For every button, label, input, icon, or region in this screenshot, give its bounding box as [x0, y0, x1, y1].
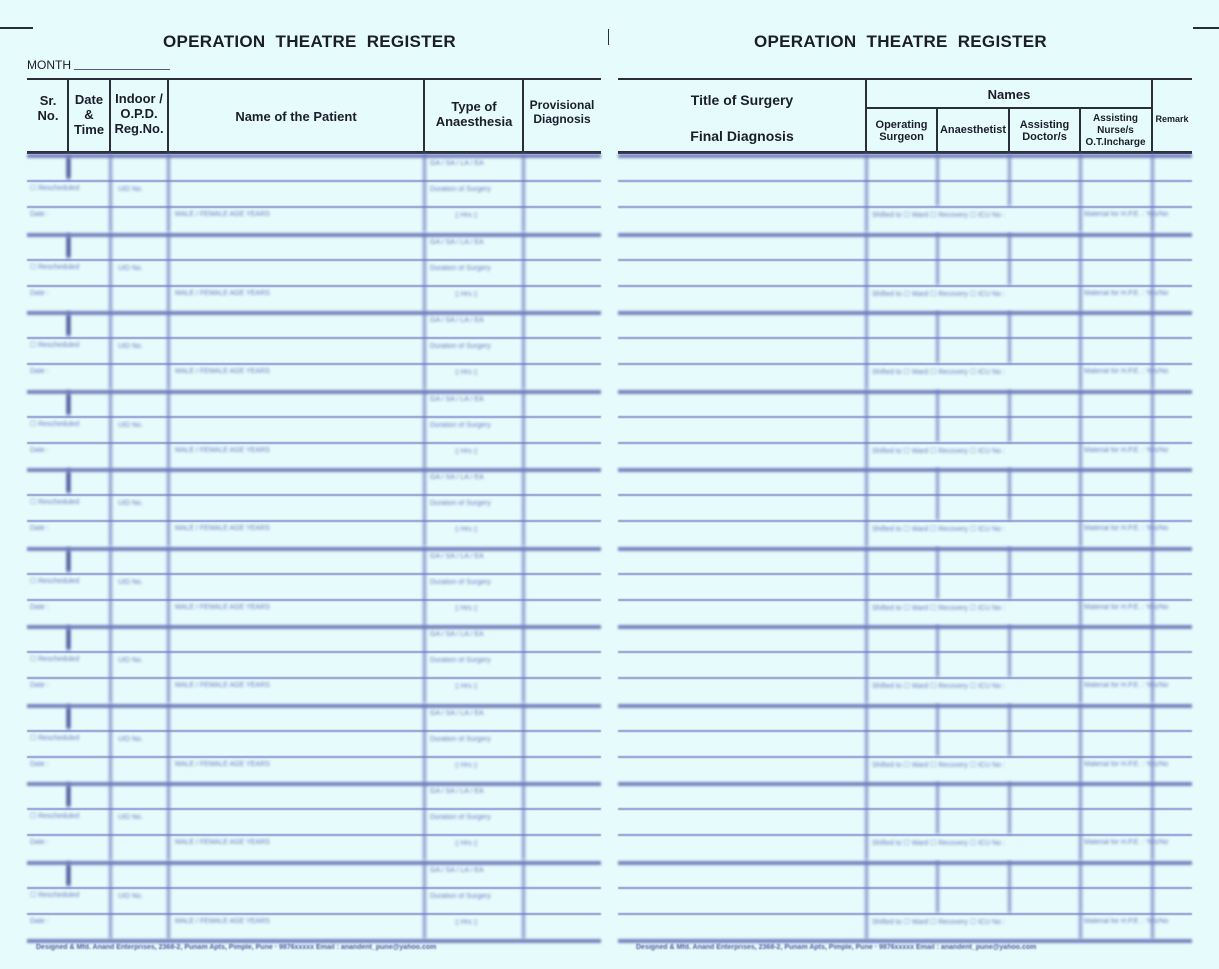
row-rule [618, 285, 1192, 287]
col-rule [1079, 677, 1082, 703]
rescheduled-checkbox-text: ☐ Rescheduled [30, 656, 80, 663]
col-rule [167, 233, 170, 311]
duration-boxes: ▯ Hrs ▯ [455, 840, 478, 847]
duration-boxes: ▯ Hrs ▯ [455, 290, 478, 298]
col-rule [936, 233, 939, 285]
material-hpe-text: Material for H.P.E. : Yes/No [1084, 289, 1169, 297]
col-rule [1079, 834, 1082, 860]
row-rule [618, 939, 1192, 943]
col-rule [109, 782, 112, 860]
row-rule [618, 520, 1192, 522]
duration-boxes: ▯ Hrs ▯ [455, 369, 478, 376]
header-anaesthesia: Type of Anaesthesia [435, 99, 513, 129]
row-rule [618, 468, 1192, 472]
col-rule [522, 782, 525, 860]
header-title-of-surgery: Title of Surgery [690, 92, 794, 108]
date-field-text: Date : [30, 525, 49, 532]
col-rule [1079, 625, 1082, 677]
row-rule [27, 337, 601, 339]
gender-age-text: MALE / FEMALE AGE YEARS [175, 368, 270, 375]
col-rule [522, 547, 525, 625]
row-rule [618, 416, 1192, 418]
duration-boxes: ▯ Hrs ▯ [455, 526, 478, 533]
duration-text: Duration of Surgery [430, 578, 491, 586]
gender-age-text: MALE / FEMALE AGE YEARS [175, 446, 270, 454]
uid-field-text: UID No. [118, 500, 143, 507]
row-rule [618, 756, 1192, 758]
anaesthesia-type-text: GA / SA / LA / EA [430, 552, 484, 560]
material-hpe-text: Material for H.P.E. : Yes/No [1084, 917, 1169, 925]
shifted-to-text: Shifted to ☐ Ward ☐ Recovery ☐ ICU No : [872, 526, 1005, 533]
shifted-to-text: Shifted to ☐ Ward ☐ Recovery ☐ ICU No : [872, 369, 1005, 376]
rescheduled-checkbox-text: ☐ Rescheduled [30, 499, 80, 506]
col-rule [936, 390, 939, 442]
date-field-text: Date : [30, 760, 49, 768]
right-footer: Designed & Mfd. Anand Enterprises, 2368-2, Punam Apts, Pimple, Pune · 9876xxxxx Email : anandent_pune@yahoo.com [636, 944, 1037, 951]
material-hpe-text: Material for H.P.E. : Yes/No [1084, 368, 1169, 375]
row-rule [618, 311, 1192, 315]
col-rule [167, 390, 170, 468]
duration-text: Duration of Surgery [430, 186, 491, 193]
col-rule [1151, 861, 1154, 939]
gender-age-text: MALE / FEMALE AGE YEARS [175, 289, 270, 297]
uid-field-text: UID No. [118, 578, 143, 586]
duration-text: Duration of Surgery [430, 892, 491, 900]
anaesthesia-type-text: GA / SA / LA / EA [430, 395, 484, 403]
col-rule [109, 311, 112, 389]
col-rule [936, 704, 939, 756]
gender-age-text: MALE / FEMALE AGE YEARS [175, 682, 270, 689]
col-rule [1151, 704, 1154, 782]
row-rule [27, 285, 601, 287]
col-rule [936, 154, 939, 206]
col-rule [1079, 363, 1082, 389]
col-rule [1079, 913, 1082, 939]
col-rule [1079, 704, 1082, 756]
row-rule [618, 180, 1192, 182]
row-rule [27, 782, 601, 786]
uid-field-text: UID No. [118, 343, 143, 350]
row-rule [618, 782, 1192, 786]
col-rule [109, 390, 112, 468]
col-rule [67, 786, 70, 806]
header-assisting-nurse: Assisting Nurse/s O.T.Incharge [1085, 113, 1146, 148]
right-header-top-rule [618, 78, 1192, 80]
rescheduled-checkbox-text: ☐ Rescheduled [30, 420, 80, 428]
col-rule [423, 704, 426, 782]
col-rule [1008, 390, 1011, 442]
col-rule [423, 468, 426, 546]
row-rule [27, 442, 601, 444]
duration-text: Duration of Surgery [430, 735, 491, 743]
col-rule [936, 861, 939, 913]
row-rule [618, 625, 1192, 629]
anaesthesia-type-text: GA / SA / LA / EA [430, 160, 484, 167]
header-final-diagnosis: Final Diagnosis [690, 128, 794, 144]
header-date-time: Date & Time [73, 92, 105, 137]
duration-text: Duration of Surgery [430, 343, 491, 350]
uid-field-text: UID No. [118, 892, 143, 900]
col-rule [522, 233, 525, 311]
col-rule [1079, 233, 1082, 285]
gender-age-text: MALE / FEMALE AGE YEARS [175, 839, 270, 846]
col-rule [1079, 285, 1082, 311]
col-rule [1151, 782, 1154, 860]
date-field-text: Date : [30, 839, 49, 846]
shifted-to-text: Shifted to ☐ Ward ☐ Recovery ☐ ICU No : [872, 918, 1005, 926]
row-rule [618, 730, 1192, 732]
uid-field-text: UID No. [118, 421, 143, 429]
row-rule [27, 416, 601, 418]
row-rule [618, 834, 1192, 836]
row-rule [27, 861, 601, 865]
gender-age-text: MALE / FEMALE AGE YEARS [175, 211, 270, 218]
col-rule [865, 547, 868, 625]
col-rule [67, 472, 70, 492]
col-rule [1079, 390, 1082, 442]
col-rule [109, 861, 112, 939]
row-rule [618, 677, 1192, 679]
uid-field-text: UID No. [118, 186, 143, 193]
row-rule [27, 180, 601, 182]
col-rule [167, 782, 170, 860]
col-rule [167, 311, 170, 389]
col-rule [1008, 704, 1011, 756]
row-rule [618, 861, 1192, 865]
col-rule [1008, 861, 1011, 913]
col-rule [522, 704, 525, 782]
row-rule [618, 547, 1192, 551]
shifted-to-text: Shifted to ☐ Ward ☐ Recovery ☐ ICU No : [872, 840, 1005, 847]
shifted-to-text: Shifted to ☐ Ward ☐ Recovery ☐ ICU No : [872, 683, 1005, 690]
row-rule [27, 677, 601, 679]
date-field-text: Date : [30, 682, 49, 689]
col-rule [1008, 547, 1011, 599]
anaesthesia-type-text: GA / SA / LA / EA [430, 866, 484, 874]
header-assisting-doctor: Assisting Doctor/s [1019, 119, 1070, 143]
anaesthesia-type-text: GA / SA / LA / EA [430, 474, 484, 481]
header-provisional-diagnosis: Provisional Diagnosis [529, 98, 595, 126]
col-rule [1151, 390, 1154, 468]
col-rule [109, 625, 112, 703]
col-rule [865, 154, 868, 232]
col-rule [1079, 206, 1082, 232]
gender-age-text: MALE / FEMALE AGE YEARS [175, 917, 270, 925]
col-rule [1008, 468, 1011, 520]
col-rule [167, 861, 170, 939]
rescheduled-checkbox-text: ☐ Rescheduled [30, 342, 80, 349]
col-rule [1079, 311, 1082, 363]
row-rule [618, 390, 1192, 394]
col-rule [936, 547, 939, 599]
col-rule [109, 468, 112, 546]
col-rule [522, 625, 525, 703]
row-rule [27, 704, 601, 708]
header-indoor-opd: Indoor / O.P.D. Reg.No. [114, 91, 164, 136]
col-rule [423, 547, 426, 625]
rescheduled-checkbox-text: ☐ Rescheduled [30, 734, 80, 742]
rescheduled-checkbox-text: ☐ Rescheduled [30, 813, 80, 820]
col-rule [423, 782, 426, 860]
gender-age-text: MALE / FEMALE AGE YEARS [175, 525, 270, 532]
row-rule [618, 651, 1192, 653]
col-rule [865, 468, 868, 546]
row-rule [27, 547, 601, 551]
header-sr-no: Sr. No. [37, 93, 59, 123]
duration-text: Duration of Surgery [430, 814, 491, 821]
col-rule [522, 390, 525, 468]
duration-boxes: ▯ Hrs ▯ [455, 212, 478, 219]
gender-age-text: MALE / FEMALE AGE YEARS [175, 760, 270, 768]
col-rule [167, 154, 170, 232]
row-rule [27, 939, 601, 943]
duration-boxes: ▯ Hrs ▯ [455, 761, 478, 769]
row-rule [27, 756, 601, 758]
corner-mark-left [0, 27, 33, 29]
header-names: Names [987, 87, 1031, 102]
duration-boxes: ▯ Hrs ▯ [455, 604, 478, 612]
col-rule [109, 154, 112, 232]
row-rule [27, 363, 601, 365]
col-rule [865, 782, 868, 860]
material-hpe-text: Material for H.P.E. : Yes/No [1084, 525, 1169, 532]
row-rule [618, 704, 1192, 708]
date-field-text: Date : [30, 446, 49, 454]
material-hpe-text: Material for H.P.E. : Yes/No [1084, 603, 1169, 611]
rescheduled-checkbox-text: ☐ Rescheduled [30, 577, 80, 585]
col-rule [1151, 468, 1154, 546]
col-rule [67, 865, 70, 885]
row-rule [27, 233, 601, 237]
row-rule [27, 154, 601, 158]
material-hpe-text: Material for H.P.E. : Yes/No [1084, 760, 1169, 768]
col-rule [67, 708, 70, 728]
col-rule [1151, 547, 1154, 625]
duration-text: Duration of Surgery [430, 657, 491, 664]
shifted-to-text: Shifted to ☐ Ward ☐ Recovery ☐ ICU No : [872, 212, 1005, 219]
row-rule [618, 233, 1192, 237]
col-rule [1079, 756, 1082, 782]
anaesthesia-type-text: GA / SA / LA / EA [430, 709, 484, 717]
row-rule [27, 259, 601, 261]
col-rule [423, 233, 426, 311]
shifted-to-text: Shifted to ☐ Ward ☐ Recovery ☐ ICU No : [872, 290, 1005, 298]
anaesthesia-type-text: GA / SA / LA / EA [430, 788, 484, 795]
col-rule [1079, 547, 1082, 599]
left-header-top-rule [27, 78, 601, 80]
row-rule [27, 599, 601, 601]
col-rule [522, 861, 525, 939]
col-rule [67, 158, 70, 178]
col-rule [67, 629, 70, 649]
duration-text: Duration of Surgery [430, 500, 491, 507]
center-fold-mark [608, 29, 609, 45]
col-rule [167, 704, 170, 782]
col-rule [423, 390, 426, 468]
date-field-text: Date : [30, 289, 49, 297]
col-rule [1008, 154, 1011, 206]
duration-boxes: ▯ Hrs ▯ [455, 683, 478, 690]
col-rule [936, 468, 939, 520]
row-rule [27, 808, 601, 810]
material-hpe-text: Material for H.P.E. : Yes/No [1084, 839, 1169, 846]
col-rule [865, 233, 868, 311]
col-rule [167, 625, 170, 703]
col-rule [936, 782, 939, 834]
col-rule [865, 390, 868, 468]
col-rule [522, 311, 525, 389]
row-rule [27, 494, 601, 496]
gender-age-text: MALE / FEMALE AGE YEARS [175, 603, 270, 611]
col-rule [67, 315, 70, 335]
duration-boxes: ▯ Hrs ▯ [455, 447, 478, 455]
col-rule [423, 861, 426, 939]
row-rule [27, 651, 601, 653]
row-rule [618, 887, 1192, 889]
material-hpe-text: Material for H.P.E. : Yes/No [1084, 446, 1169, 454]
col-rule [522, 154, 525, 232]
rescheduled-checkbox-text: ☐ Rescheduled [30, 891, 80, 899]
anaesthesia-type-text: GA / SA / LA / EA [430, 631, 484, 638]
row-rule [618, 259, 1192, 261]
row-rule [27, 887, 601, 889]
duration-boxes: ▯ Hrs ▯ [455, 918, 478, 926]
shifted-to-text: Shifted to ☐ Ward ☐ Recovery ☐ ICU No : [872, 447, 1005, 455]
col-rule [167, 468, 170, 546]
material-hpe-text: Material for H.P.E. : Yes/No [1084, 682, 1169, 689]
row-rule [618, 808, 1192, 810]
row-rule [27, 468, 601, 472]
date-field-text: Date : [30, 368, 49, 375]
material-hpe-text: Material for H.P.E. : Yes/No [1084, 211, 1169, 218]
row-rule [618, 494, 1192, 496]
shifted-to-text: Shifted to ☐ Ward ☐ Recovery ☐ ICU No : [872, 604, 1005, 612]
month-label: MONTH [27, 58, 71, 72]
col-rule [1079, 468, 1082, 520]
row-rule [27, 730, 601, 732]
col-rule [109, 704, 112, 782]
row-rule [27, 520, 601, 522]
header-patient-name: Name of the Patient [235, 109, 357, 124]
date-field-text: Date : [30, 211, 49, 218]
col-rule [1008, 311, 1011, 363]
col-rule [67, 394, 70, 414]
date-field-text: Date : [30, 917, 49, 925]
col-rule [522, 468, 525, 546]
shifted-to-text: Shifted to ☐ Ward ☐ Recovery ☐ ICU No : [872, 761, 1005, 769]
header-anaesthetist: Anaesthetist [939, 124, 1007, 136]
col-rule [109, 233, 112, 311]
col-rule [109, 547, 112, 625]
col-rule [1079, 599, 1082, 625]
duration-text: Duration of Surgery [430, 421, 491, 429]
rescheduled-checkbox-text: ☐ Rescheduled [30, 185, 80, 192]
col-rule [865, 625, 868, 703]
col-rule [1151, 154, 1154, 232]
col-rule [865, 311, 868, 389]
row-rule [618, 154, 1192, 158]
col-rule [865, 861, 868, 939]
uid-field-text: UID No. [118, 814, 143, 821]
left-page-title: OPERATION THEATRE REGISTER [163, 32, 457, 51]
col-rule [1008, 782, 1011, 834]
row-rule [618, 913, 1192, 915]
col-rule [1151, 625, 1154, 703]
left-footer: Designed & Mfd. Anand Enterprises, 2368-2, Punam Apts, Pimple, Pune · 9876xxxxx Email : anandent_pune@yahoo.com [36, 944, 437, 951]
header-remark: Remark [1155, 114, 1189, 124]
col-rule [423, 625, 426, 703]
col-rule [167, 547, 170, 625]
row-rule [27, 573, 601, 575]
row-rule [618, 337, 1192, 339]
row-rule [27, 625, 601, 629]
row-rule [27, 834, 601, 836]
col-rule [1008, 625, 1011, 677]
uid-field-text: UID No. [118, 657, 143, 664]
anaesthesia-type-text: GA / SA / LA / EA [430, 238, 484, 246]
row-rule [618, 442, 1192, 444]
corner-mark-right [1193, 27, 1219, 29]
col-rule [67, 237, 70, 257]
uid-field-text: UID No. [118, 264, 143, 272]
col-rule [1151, 233, 1154, 311]
col-rule [423, 154, 426, 232]
anaesthesia-type-text: GA / SA / LA / EA [430, 317, 484, 324]
right-page-title: OPERATION THEATRE REGISTER [754, 32, 1048, 51]
header-operating-surgeon: Operating Surgeon [875, 119, 928, 143]
row-rule [618, 206, 1192, 208]
row-rule [27, 206, 601, 208]
month-field[interactable] [74, 69, 170, 70]
col-rule [1151, 311, 1154, 389]
col-rule [865, 704, 868, 782]
row-rule [618, 599, 1192, 601]
col-rule [936, 311, 939, 363]
col-rule [67, 551, 70, 571]
row-rule [27, 311, 601, 315]
row-rule [618, 573, 1192, 575]
row-rule [27, 913, 601, 915]
date-field-text: Date : [30, 603, 49, 611]
row-rule [618, 363, 1192, 365]
col-rule [1079, 782, 1082, 834]
col-rule [936, 625, 939, 677]
col-rule [1079, 442, 1082, 468]
duration-text: Duration of Surgery [430, 264, 491, 272]
uid-field-text: UID No. [118, 735, 143, 743]
row-rule [27, 390, 601, 394]
col-rule [1079, 861, 1082, 913]
col-rule [1079, 520, 1082, 546]
rescheduled-checkbox-text: ☐ Rescheduled [30, 263, 80, 271]
col-rule [1079, 154, 1082, 206]
col-rule [1008, 233, 1011, 285]
col-rule [423, 311, 426, 389]
